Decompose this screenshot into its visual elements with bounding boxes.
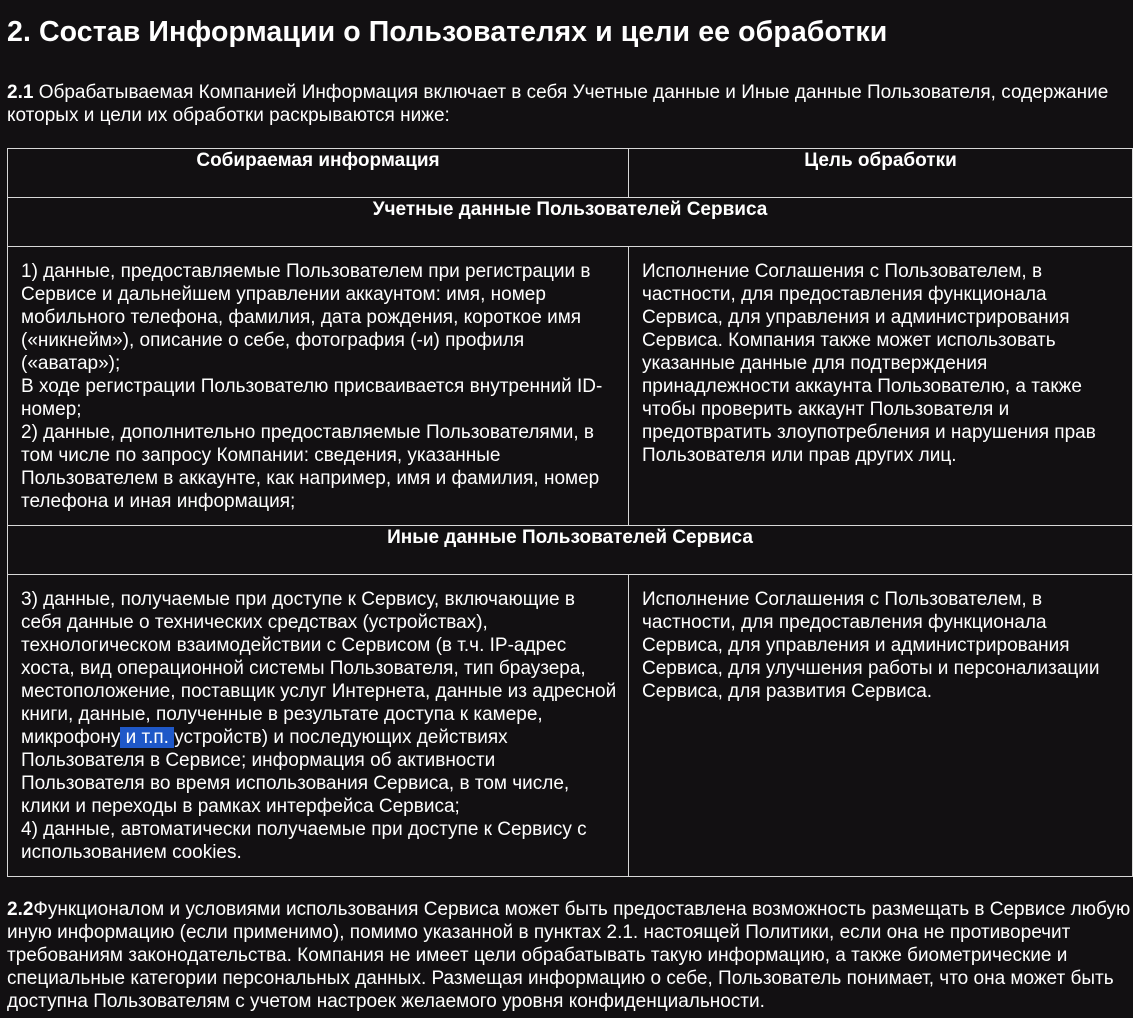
info-item: 4) данные, автоматически получаемые при доступе к Сервису с использованием cookies. [21,819,587,863]
table-header-row [8,149,1133,198]
group-row-other-data [8,526,1133,575]
purpose-cell: Исполнение Соглашения с Пользователем, в частности, для предоставления функционала Сервиса, для управления и администрирования Сервиса, для улучшения работы и персонализации Сервиса, для развития Сервиса. [629,575,1133,877]
info-item [21,588,618,818]
info-text: устройств) и последующих действиях Пользователя в Сервисе; информация об активности Пользователя во время использования Сервиса, в том числе, клики и переходы в рамках интерфейса Сервиса; [21,727,570,817]
group-title-account-data: Учетные данные Пользователей Сервиса [8,198,1133,247]
purpose-cell: Исполнение Соглашения с Пользователем, в частности, для предоставления функционала Сервиса, для управления и администрирования Сервиса. Компания также может использовать указанные данные для подтверждения принадлежности аккаунта Пользователю, а также чтобы проверить аккаунт Пользователя и предотвратить злоупотребления и нарушения прав Пользователя или прав других лиц. [629,247,1133,526]
text-selection-highlight[interactable]: и т.п. [120,727,175,748]
paragraph-text: Обрабатываемая Компанией Информация включает в себя Учетные данные и Иные данные Пользователя, содержание которых и цели их обработки раскрываются ниже: [7,82,1109,126]
info-table [7,148,1133,877]
paragraph-number: 2.1 [7,82,34,103]
info-item: 1) данные, предоставляемые Пользователем при регистрации в Сервисе и дальнейшем управлении аккаунтом: имя, номер мобильного телефона, фамилия, дата рождения, короткое имя («никнейм»), описание о себе, фотография (-и) профиля («аватар»); [21,261,591,374]
paragraph-2-1 [7,81,1131,127]
collected-info-cell [8,247,629,526]
info-item: В ходе регистрации Пользователю присваивается внутренний ID-номер; [21,376,603,420]
header-collected-info: Собираемая информация [8,149,629,198]
table-row [8,247,1133,526]
paragraph-number: 2.2 [7,899,34,920]
header-processing-purpose: Цель обработки [629,149,1133,198]
info-item: 2) данные, дополнительно предоставляемые Пользователями, в том числе по запросу Компании: сведения, указанные Пользователем в аккаунте, как например, имя и фамилия, номер телефона и иная информация; [21,422,600,512]
collected-info-cell [8,575,629,877]
paragraph-text: Функционалом и условиями использования Сервиса может быть предоставлена возможность размещать в Сервисе любую иную информацию (если применимо), помимо указанной в пунктах 2.1. настоящей Политики, если она не противоречит требованиям законодательства. Компания не имеет цели обрабатывать такую информацию, а также биометрические и специальные категории персональных данных. Размещая информацию о себе, Пользователь понимает, что она может быть доступна Пользователям с учетом настроек желаемого уровня конфиденциальности. [7,899,1131,1012]
info-text: 3) данные, получаемые при доступе к Сервису, включающие в себя данные о технических средствах (устройствах), технологическом взаимодействии с Сервисом (в т.ч. IP-адрес хоста, вид операционной системы Пользователя, тип браузера, местоположение, поставщик услуг Интернета, данные из адресной книги, данные, полученные в результате доступа к камере, микрофону [21,589,617,748]
group-row-account-data [8,198,1133,247]
paragraph-2-2 [7,898,1131,1013]
group-title-other-data: Иные данные Пользователей Сервиса [8,526,1133,575]
document-page [7,0,1131,1013]
section-title: 2. Состав Информации о Пользователях и цели ее обработки [7,16,888,48]
table-row [8,575,1133,877]
